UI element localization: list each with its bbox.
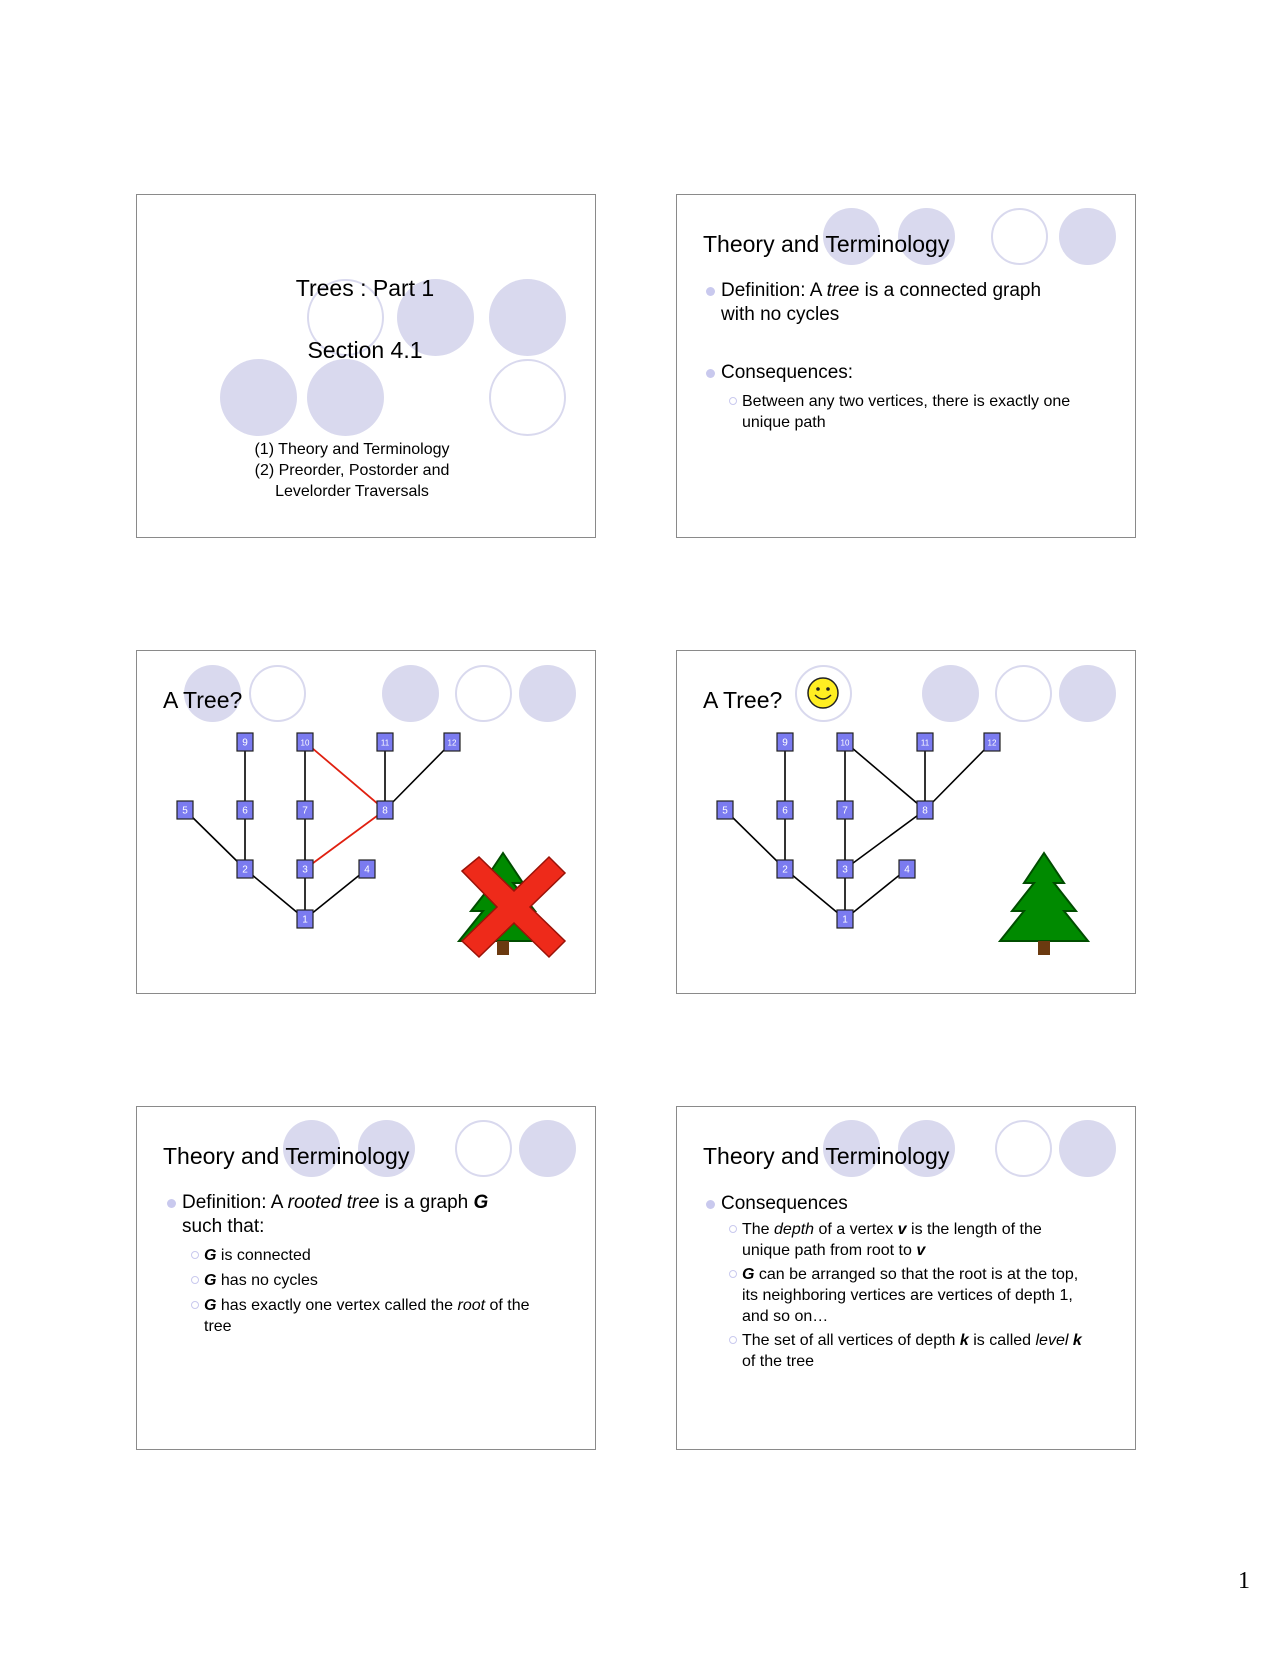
- term-tree: tree: [826, 280, 860, 301]
- decor-circle: [519, 1120, 576, 1177]
- tree-node-12: [984, 733, 1000, 751]
- bullet-dot: [706, 1200, 715, 1209]
- decor-circle: [995, 1120, 1052, 1177]
- tree-node-10: [297, 733, 313, 751]
- cover-item-2: (2) Preorder, Postorder and: [254, 462, 450, 479]
- tree-node-10: [837, 733, 853, 751]
- decor-circle: [307, 359, 384, 436]
- cover-section: Section 4.1: [307, 337, 423, 363]
- condition-one-root: G has exactly one vertex called the root of the tree: [204, 1295, 584, 1337]
- tree-node-7: [297, 801, 313, 819]
- consequence-item: Between any two vertices, there is exactly one unique path: [742, 391, 1122, 433]
- node-label: 12: [987, 738, 997, 748]
- decor-circle: [991, 208, 1048, 265]
- node-label: 7: [842, 805, 848, 817]
- tree-node-2: [237, 860, 253, 878]
- tree-node-6: [777, 801, 793, 819]
- decor-circle: [220, 359, 297, 436]
- bullet-dot: [706, 369, 715, 378]
- tree-node-7: [837, 801, 853, 819]
- node-label: 2: [242, 864, 248, 876]
- bullet-dot: [167, 1199, 176, 1208]
- bullet-dot: [706, 287, 715, 296]
- consequence-arrangement: G can be arranged so that the root is at the top, its neighboring vertices are vertices of depth 1, and so on…: [742, 1264, 1127, 1327]
- sub-bullet-ring: [729, 397, 737, 405]
- decor-circle: [455, 1120, 512, 1177]
- slide-title: A Tree?: [703, 687, 783, 713]
- tree-edge: [845, 869, 907, 919]
- graph-tree: [677, 651, 1136, 994]
- node-label: 11: [920, 738, 930, 748]
- node-label: 3: [842, 864, 848, 876]
- tree-node-8: [917, 801, 933, 819]
- tree-node-4: [359, 860, 375, 878]
- page-number: 1: [1238, 1568, 1250, 1594]
- sub-bullet-ring: [191, 1276, 199, 1284]
- slide-title: A Tree?: [163, 687, 243, 713]
- cover-item-1: (1) Theory and Terminology: [254, 441, 450, 458]
- tree-node-1: [297, 910, 313, 928]
- consequences-bullet: Consequences:: [721, 361, 853, 385]
- consequence-level: The set of all vertices of depth k is called level k of the tree: [742, 1330, 1127, 1372]
- node-label: 4: [904, 864, 910, 876]
- node-label: 8: [382, 805, 388, 817]
- definition-bullet: Definition: A tree is a connected graph with no cycles: [721, 279, 1121, 327]
- node-label: 6: [782, 805, 788, 817]
- slide-not-a-tree: [136, 650, 596, 994]
- slide-is-a-tree: [676, 650, 1136, 994]
- slide-title: Theory and Terminology: [703, 231, 950, 257]
- tree-node-11: [917, 733, 933, 751]
- node-label: 10: [840, 738, 850, 748]
- tree-node-5: [177, 801, 193, 819]
- sub-bullet-ring: [729, 1336, 737, 1344]
- tree-node-11: [377, 733, 393, 751]
- node-label: 9: [782, 737, 788, 749]
- tree-node-2: [777, 860, 793, 878]
- node-label: 9: [242, 737, 248, 749]
- node-label: 3: [302, 864, 308, 876]
- graph-with-cycle: [137, 651, 596, 994]
- sub-bullet-ring: [191, 1251, 199, 1259]
- slide-depth-and-level: [676, 1106, 1136, 1450]
- red-x-over-tree-icon: [459, 853, 565, 957]
- tree-edge: [305, 869, 367, 919]
- sub-bullet-ring: [729, 1225, 737, 1233]
- node-label: 7: [302, 805, 308, 817]
- tree-node-1: [837, 910, 853, 928]
- tree-node-5: [717, 801, 733, 819]
- tree-edge: [925, 742, 992, 810]
- node-label: 5: [722, 805, 728, 817]
- tree-node-3: [297, 860, 313, 878]
- tree-node-4: [899, 860, 915, 878]
- tree-edge: [245, 869, 305, 919]
- green-tree-icon: [1000, 853, 1088, 955]
- node-label: 1: [302, 914, 308, 926]
- sub-bullet-ring: [191, 1301, 199, 1309]
- tree-node-3: [837, 860, 853, 878]
- slide-title: Theory and Terminology: [703, 1143, 950, 1169]
- slide-cover: [136, 194, 596, 538]
- tree-node-6: [237, 801, 253, 819]
- term-rooted-tree: rooted tree: [287, 1192, 380, 1213]
- node-label: 8: [922, 805, 928, 817]
- node-label: 12: [447, 738, 457, 748]
- consequence-depth: The depth of a vertex v is the length of the unique path from root to v: [742, 1219, 1127, 1261]
- tree-node-9: [777, 733, 793, 751]
- node-label: 11: [380, 738, 390, 748]
- definition-bullet: Definition: A rooted tree is a graph G such that:: [182, 1191, 582, 1239]
- tree-edge: [725, 810, 785, 869]
- node-label: 4: [364, 864, 370, 876]
- cover-item-3: Levelorder Traversals: [275, 483, 429, 500]
- decor-circle: [1059, 1120, 1116, 1177]
- tree-node-12: [444, 733, 460, 751]
- node-label: 10: [300, 738, 310, 748]
- graph-edges: [185, 742, 452, 919]
- tree-edge: [785, 869, 845, 919]
- tree-edge: [845, 742, 925, 810]
- condition-no-cycles: G has no cycles: [204, 1270, 584, 1291]
- cycle-edge: [305, 742, 385, 810]
- decor-circle: [489, 359, 566, 436]
- cover-title: Trees : Part 1: [295, 275, 435, 301]
- graph-edges: [725, 742, 992, 919]
- node-label: 1: [842, 914, 848, 926]
- sub-bullet-ring: [729, 1270, 737, 1278]
- node-label: 2: [782, 864, 788, 876]
- tree-node-9: [237, 733, 253, 751]
- node-label: 5: [182, 805, 188, 817]
- condition-connected: G is connected: [204, 1245, 584, 1266]
- consequences-bullet: Consequences: [721, 1192, 848, 1216]
- slide-rooted-tree-definition: [136, 1106, 596, 1450]
- tree-edge: [185, 810, 245, 869]
- slide-title: Theory and Terminology: [163, 1143, 410, 1169]
- tree-node-8: [377, 801, 393, 819]
- slide-theory-definition: [676, 194, 1136, 538]
- node-label: 6: [242, 805, 248, 817]
- decor-circle: [1059, 208, 1116, 265]
- tree-edge: [385, 742, 452, 810]
